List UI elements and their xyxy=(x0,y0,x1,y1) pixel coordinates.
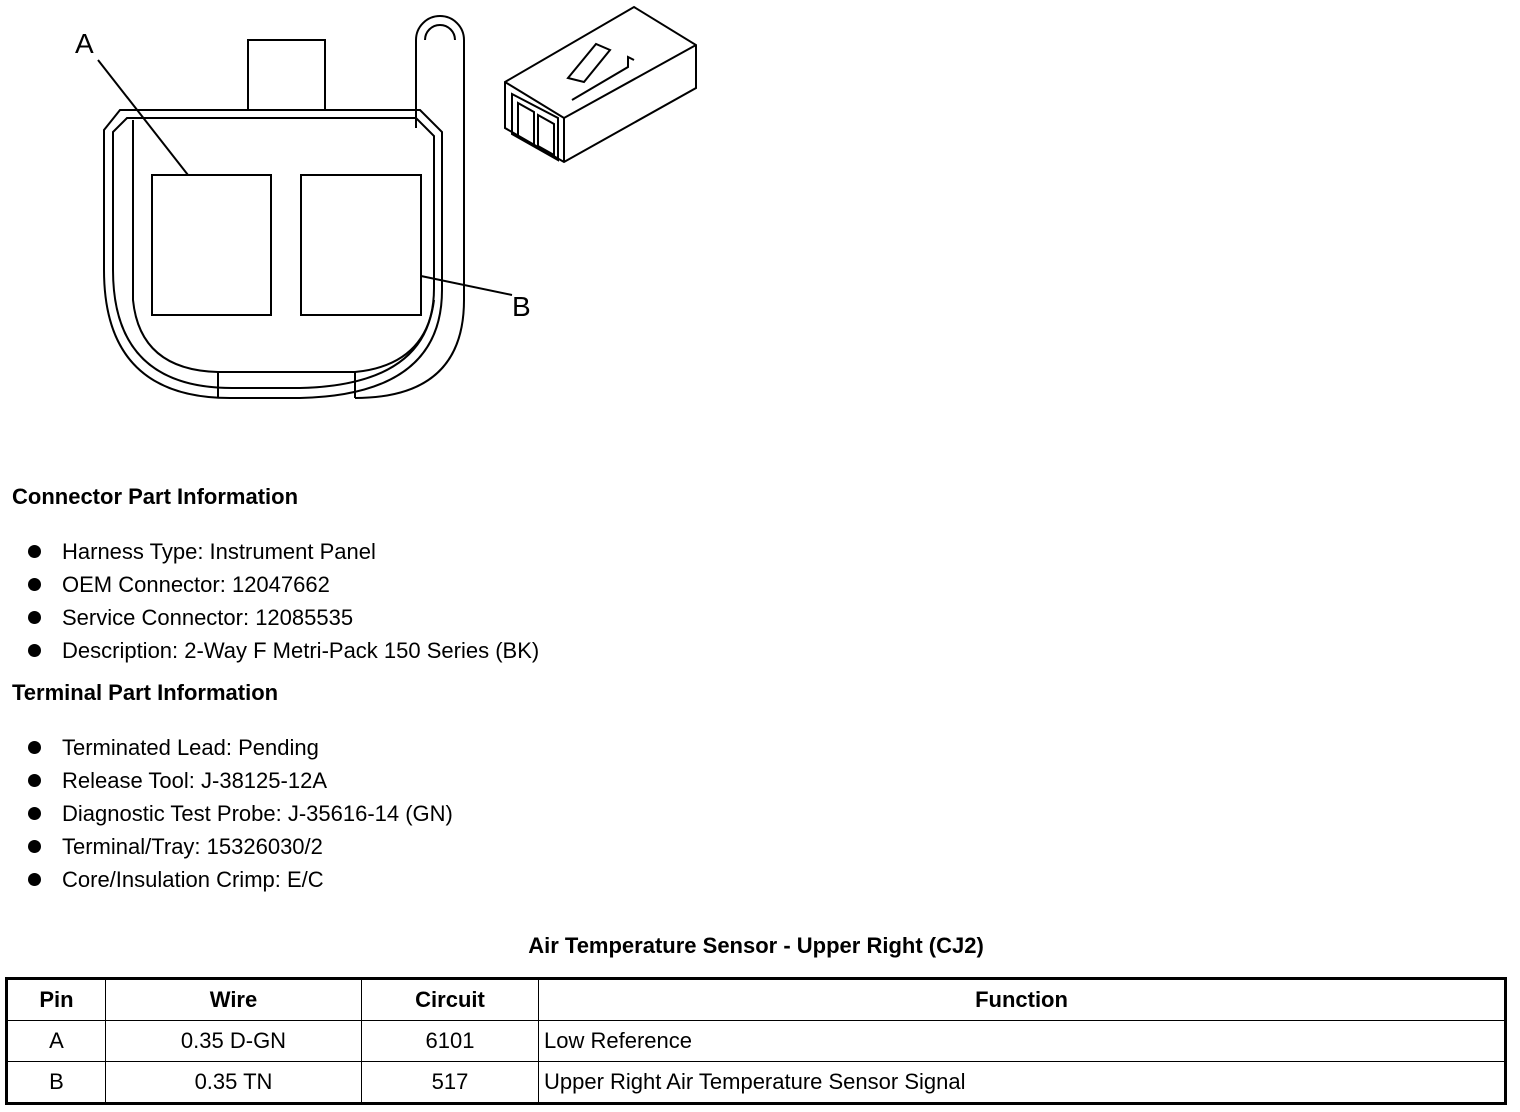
list-item-text: Description: 2-Way F Metri-Pack 150 Series (BK) xyxy=(62,638,540,663)
header-pin: Pin xyxy=(7,979,106,1021)
list-item xyxy=(28,797,453,830)
cell-wire: 0.35 TN xyxy=(106,1062,362,1104)
list-item-text: Terminal/Tray: 15326030/2 xyxy=(62,834,323,859)
bullet-icon xyxy=(28,611,41,624)
list-item xyxy=(28,634,539,667)
list-item-text: Diagnostic Test Probe: J-35616-14 (GN) xyxy=(62,801,453,826)
list-item-text: Release Tool: J-38125-12A xyxy=(62,768,327,793)
connector-face-drawing xyxy=(98,16,512,398)
connector-info-list xyxy=(28,535,539,667)
terminal-info-title: Terminal Part Information xyxy=(12,680,279,705)
list-item xyxy=(28,764,453,797)
list-item xyxy=(28,601,539,634)
bullet-icon xyxy=(28,741,41,754)
cell-pin: B xyxy=(7,1062,106,1104)
terminal-info-list xyxy=(28,731,453,896)
connector-isometric-drawing xyxy=(505,7,696,162)
cavity-a xyxy=(152,175,271,315)
bullet-icon xyxy=(28,840,41,853)
cell-circuit: 517 xyxy=(362,1062,539,1104)
bullet-icon xyxy=(28,873,41,886)
bullet-icon xyxy=(28,774,41,787)
bullet-icon xyxy=(28,545,41,558)
cell-circuit: 6101 xyxy=(362,1021,539,1062)
pin-label-b: B xyxy=(512,291,531,322)
list-item xyxy=(28,535,539,568)
list-item xyxy=(28,863,453,896)
list-item-text: Core/Insulation Crimp: E/C xyxy=(62,867,324,892)
pin-table-title: Air Temperature Sensor - Upper Right (CJ2) xyxy=(528,933,984,958)
bullet-icon xyxy=(28,644,41,657)
connector-info-title: Connector Part Information xyxy=(12,484,299,509)
header-circuit: Circuit xyxy=(362,979,539,1021)
cell-wire: 0.35 D-GN xyxy=(106,1021,362,1062)
pin-table xyxy=(5,977,1507,1105)
list-item xyxy=(28,830,453,863)
cell-function: Upper Right Air Temperature Sensor Signal xyxy=(539,1062,1506,1104)
cavity-b xyxy=(301,175,421,315)
cell-function: Low Reference xyxy=(539,1021,1506,1062)
connector-diagram xyxy=(0,0,760,420)
list-item xyxy=(28,568,539,601)
bullet-icon xyxy=(28,807,41,820)
header-wire: Wire xyxy=(106,979,362,1021)
list-item-text: OEM Connector: 12047662 xyxy=(62,572,330,597)
table-row xyxy=(7,1021,1506,1062)
list-item-text: Service Connector: 12085535 xyxy=(62,605,354,630)
pin-label-a: A xyxy=(75,28,94,59)
header-function: Function xyxy=(539,979,1506,1021)
bullet-icon xyxy=(28,578,41,591)
list-item-text: Terminated Lead: Pending xyxy=(62,735,319,760)
cell-pin: A xyxy=(7,1021,106,1062)
list-item-text: Harness Type: Instrument Panel xyxy=(62,539,376,564)
list-item xyxy=(28,731,453,764)
table-header-row xyxy=(7,979,1506,1021)
table-row xyxy=(7,1062,1506,1104)
